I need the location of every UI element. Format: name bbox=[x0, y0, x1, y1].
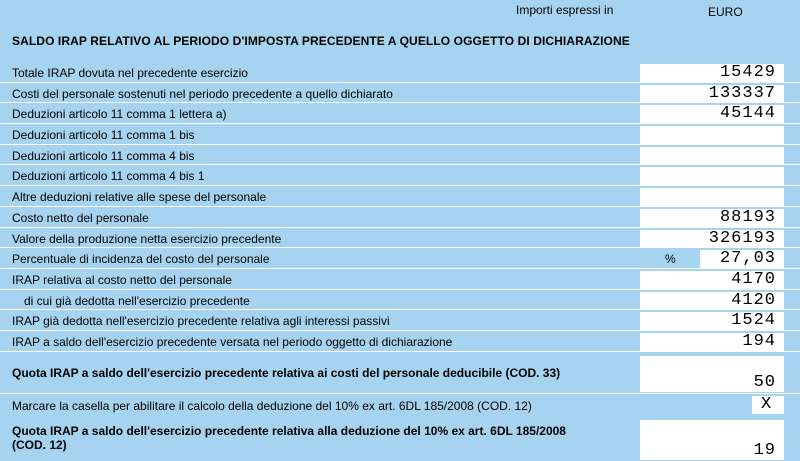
row-quota-cod12 bbox=[0, 418, 800, 461]
row-label: Deduzioni articolo 11 comma 4 bis bbox=[12, 148, 195, 163]
row-label: Totale IRAP dovuta nel precedente esercizio bbox=[12, 66, 248, 80]
row-valore-produzione bbox=[0, 228, 800, 249]
row-deduzioni-4bis1 bbox=[0, 165, 800, 186]
totale-irap-input[interactable]: 15429 bbox=[640, 63, 784, 82]
quota-cod12-label-line1: Quota IRAP a saldo dell'esercizio precedente relativa alla deduzione del 10% ex art. 6DL 185/2008 bbox=[12, 424, 566, 438]
row-irap-saldo-versata bbox=[0, 331, 800, 352]
row-deduzioni-1bis bbox=[0, 124, 800, 145]
row-label: Valore della produzione netta esercizio precedente bbox=[12, 231, 282, 246]
row-label: Percentuale di incidenza del costo del personale bbox=[12, 252, 270, 267]
importi-label: Importi espressi in bbox=[516, 3, 614, 17]
row-costi-personale bbox=[0, 83, 800, 104]
valore-produzione-input[interactable]: 326193 bbox=[640, 229, 784, 248]
quota-cod12-input[interactable]: 19 bbox=[640, 420, 784, 460]
row-label: Deduzioni articolo 11 comma 1 lettera a) bbox=[12, 107, 227, 122]
row-label: Costo netto del personale bbox=[12, 210, 149, 225]
quota-cod33-label: Quota IRAP a saldo dell'esercizio precedente relativa ai costi del personale deducibile (COD. 33) bbox=[12, 366, 561, 380]
quota-cod12-label-line2: (COD. 12) bbox=[12, 438, 67, 452]
row-irap-costo-netto bbox=[0, 269, 800, 290]
quota-cod33-input[interactable]: 50 bbox=[640, 356, 784, 392]
row-deduzioni-4bis bbox=[0, 145, 800, 166]
row-altre-deduzioni bbox=[0, 186, 800, 207]
costo-netto-input[interactable]: 88193 bbox=[640, 208, 784, 227]
row-quota-cod33 bbox=[0, 354, 800, 394]
irap-costo-netto-input[interactable]: 4170 bbox=[640, 270, 784, 289]
row-label: IRAP già dedotta nell'esercizio precedente relativa agli interessi passivi bbox=[12, 314, 390, 329]
row-interessi-passivi bbox=[0, 310, 800, 331]
deduzioni-4bis-input[interactable] bbox=[640, 146, 784, 165]
row-label: IRAP relativa al costo netto del personale bbox=[12, 272, 232, 287]
deduzioni-1a-input[interactable]: 45144 bbox=[640, 104, 784, 123]
row-totale-irap bbox=[0, 62, 800, 83]
section-title: SALDO IRAP RELATIVO AL PERIODO D'IMPOSTA PRECEDENTE A QUELLO OGGETTO DI DICHIARAZIONE bbox=[12, 34, 630, 48]
percentuale-input[interactable]: 27,03 bbox=[700, 249, 784, 268]
form-rows bbox=[0, 62, 800, 352]
currency-label: EURO bbox=[708, 5, 743, 19]
row-label: di cui già dedotta nell'esercizio precedente bbox=[24, 293, 250, 308]
interessi-passivi-input[interactable]: 1524 bbox=[640, 311, 784, 330]
header-bar bbox=[0, 0, 800, 20]
row-label: Altre deduzioni relative alle spese del personale bbox=[12, 190, 267, 205]
row-gia-dedotta bbox=[0, 290, 800, 311]
deduzione-10-checkbox[interactable]: X bbox=[752, 396, 784, 414]
gia-dedotta-input[interactable]: 4120 bbox=[640, 291, 784, 310]
row-percentuale bbox=[0, 248, 800, 269]
altre-deduzioni-input[interactable] bbox=[640, 187, 784, 206]
irap-saldo-versata-input[interactable]: 194 bbox=[640, 332, 784, 351]
deduzioni-1bis-input[interactable] bbox=[640, 125, 784, 144]
deduzioni-4bis1-input[interactable] bbox=[640, 166, 784, 185]
row-deduzioni-1a bbox=[0, 103, 800, 124]
row-label: Deduzioni articolo 11 comma 4 bis 1 bbox=[12, 169, 205, 184]
checkbox-cod12-label: Marcare la casella per abilitare il calcolo della deduzione del 10% ex art. 6DL 185/2008 (COD. 12) bbox=[12, 399, 532, 413]
row-label: Deduzioni articolo 11 comma 1 bis bbox=[12, 128, 195, 143]
row-label: IRAP a saldo dell'esercizio precedente versata nel periodo oggetto di dichiarazione bbox=[12, 334, 453, 349]
percent-sign: % bbox=[665, 252, 676, 267]
costi-personale-input[interactable]: 133337 bbox=[640, 84, 784, 103]
row-label: Costi del personale sostenuti nel periodo precedente a quello dichiarato bbox=[12, 86, 393, 101]
row-checkbox-cod12 bbox=[0, 395, 800, 415]
row-costo-netto bbox=[0, 207, 800, 228]
